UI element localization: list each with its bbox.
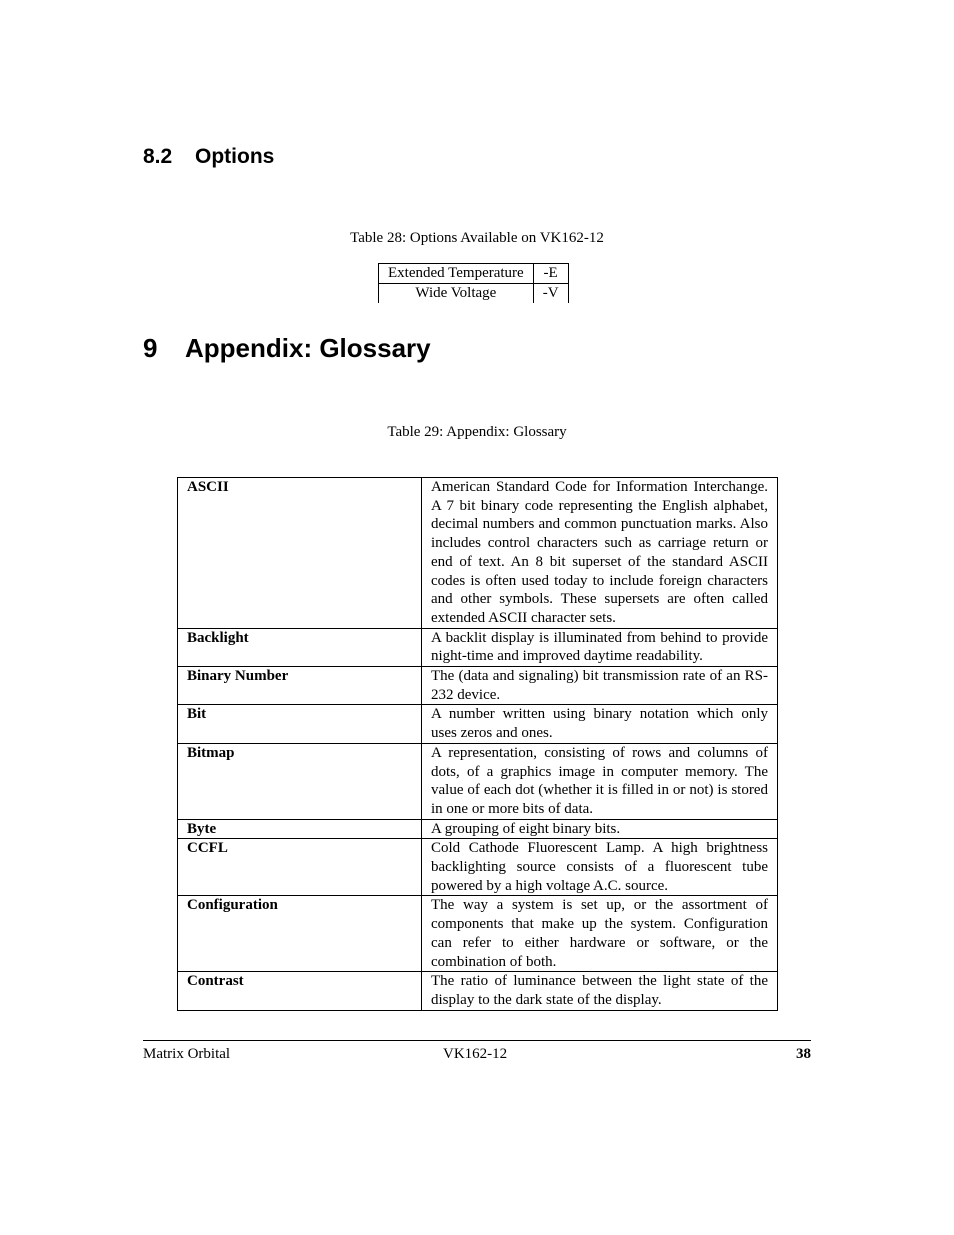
glossary-definition: The way a system is set up, or the assortment of components that make up the system. Configuration can refer to either hardware or software, or the combination of both.	[422, 896, 778, 972]
glossary-definition: The ratio of luminance between the light state of the display to the dark state of the display.	[422, 972, 778, 1010]
glossary-table	[177, 477, 778, 1011]
table-row	[379, 264, 569, 284]
options-table	[378, 263, 569, 303]
glossary-table-caption: Table 29: Appendix: Glossary	[387, 424, 567, 440]
glossary-definition: The (data and signaling) bit transmission rate of an RS-232 device.	[422, 667, 778, 705]
table-row	[178, 839, 778, 896]
footer-divider	[143, 1040, 811, 1041]
section-number: 8.2	[143, 145, 173, 168]
page-number: 38	[796, 1046, 811, 1062]
glossary-definition: American Standard Code for Information Interchange. A 7 bit binary code representing the English alphabet, decimal numbers and common punctuation marks. Also includes control characters such as carriage return or end of text. An 8 bit superset of the standard ASCII codes is often used today to include foreign characters and other symbols. These supersets are often called extended ASCII character sets.	[422, 478, 778, 629]
table-row	[178, 667, 778, 705]
options-table-caption: Table 28: Options Available on VK162-12	[350, 230, 604, 246]
glossary-term: CCFL	[178, 839, 422, 896]
section-heading-8-2	[143, 143, 274, 171]
table-row	[178, 628, 778, 666]
glossary-term: ASCII	[178, 478, 422, 629]
glossary-definition: A number written using binary notation which only uses zeros and ones.	[422, 705, 778, 743]
table-row	[178, 705, 778, 743]
glossary-term: Contrast	[178, 972, 422, 1010]
footer-model: VK162-12	[443, 1046, 508, 1062]
glossary-term: Configuration	[178, 896, 422, 972]
section-number: 9	[143, 333, 158, 363]
table-row	[178, 478, 778, 629]
glossary-definition: A grouping of eight binary bits.	[422, 819, 778, 839]
table-row	[178, 819, 778, 839]
glossary-term: Backlight	[178, 628, 422, 666]
option-name: Extended Temperature	[379, 264, 534, 284]
table-row	[178, 896, 778, 972]
footer-company: Matrix Orbital	[143, 1046, 231, 1062]
option-code: -V	[533, 284, 568, 304]
section-title: Options	[195, 145, 275, 168]
section-heading-9	[143, 331, 431, 365]
table-row	[178, 743, 778, 819]
section-title: Appendix: Glossary	[185, 333, 431, 363]
glossary-term: Bit	[178, 705, 422, 743]
glossary-definition: Cold Cathode Fluorescent Lamp. A high brightness backlighting source consists of a fluorescent tube powered by a high voltage A.C. source.	[422, 839, 778, 896]
option-name: Wide Voltage	[379, 284, 534, 304]
option-code: -E	[533, 264, 568, 284]
glossary-definition: A representation, consisting of rows and columns of dots, of a graphics image in computer memory. The value of each dot (whether it is filled in or not) is stored in one or more bits of data.	[422, 743, 778, 819]
table-row	[379, 284, 569, 304]
glossary-term: Byte	[178, 819, 422, 839]
glossary-term: Bitmap	[178, 743, 422, 819]
glossary-definition: A backlit display is illuminated from behind to provide night-time and improved daytime readability.	[422, 628, 778, 666]
table-row	[178, 972, 778, 1010]
glossary-term: Binary Number	[178, 667, 422, 705]
